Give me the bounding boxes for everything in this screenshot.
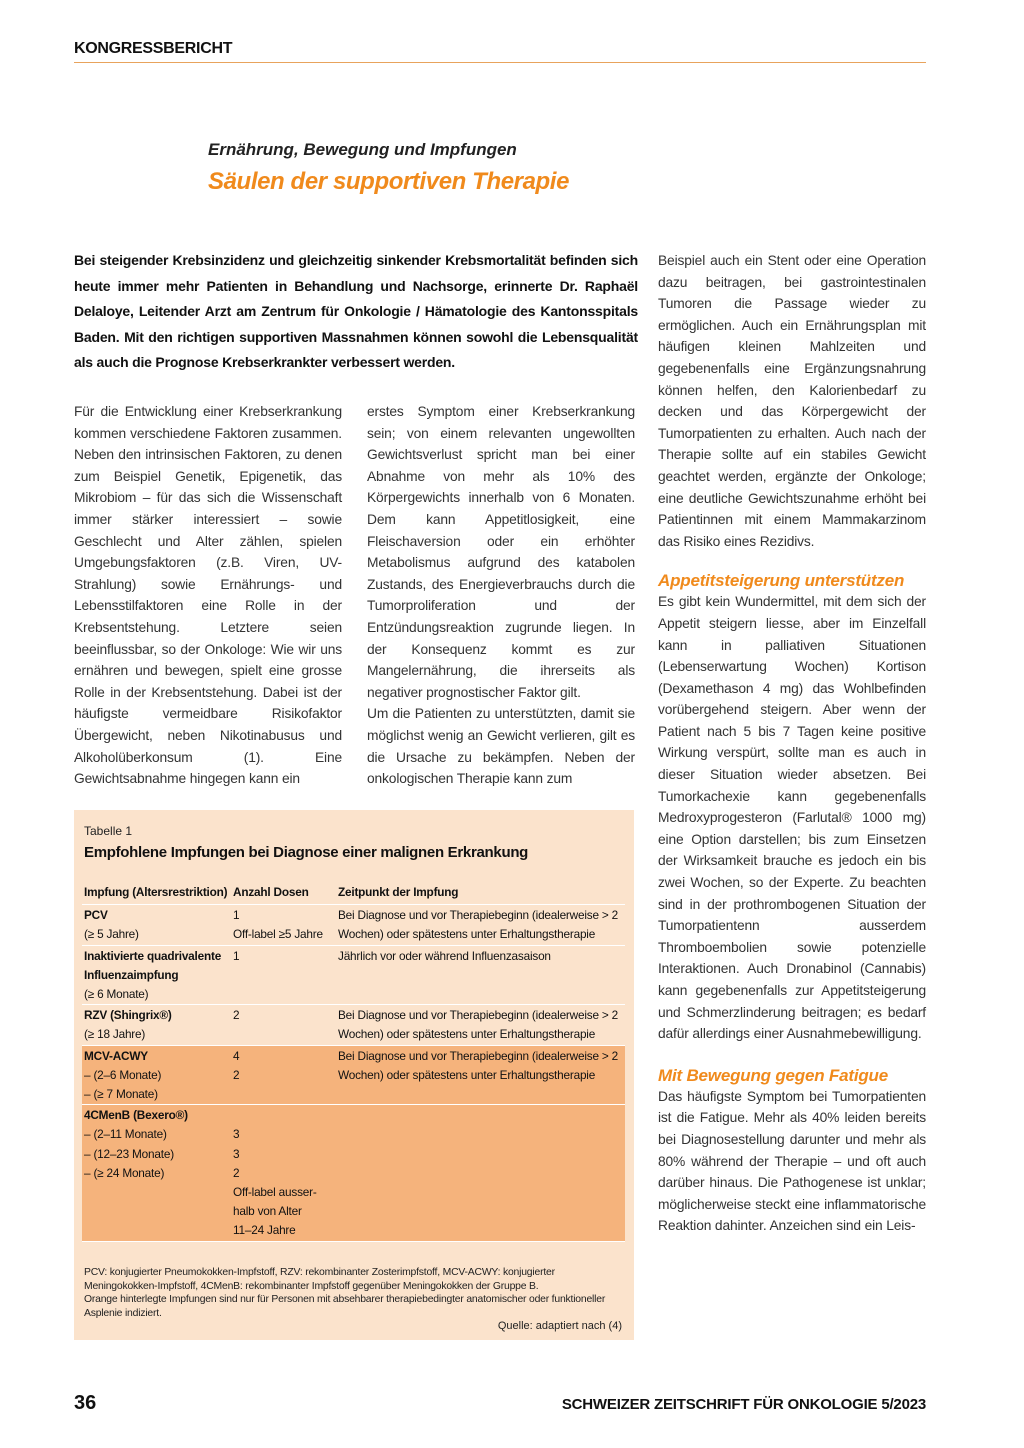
page-number: 36 xyxy=(74,1392,97,1414)
column-header: Impfung (Altersrestriktion) xyxy=(82,882,231,905)
vaccination-table xyxy=(82,882,625,1242)
table-footnote: PCV: konjugierter Pneumokokken-Impfstoff, RZV: rekombinanter Zosterimpfstoff, MCV-ACWY: konjugierter Meningokokken-Impfstoff, 4CMenB: rekombinanter Impfstoff gegenüber Meningokokken der Gruppe B. Orange hinterlegte Impfungen sind nur für Personen mit absehbarer therapiebedingter anatomischer oder funktioneller Asplenie indiziert. xyxy=(84,1267,606,1319)
vaccine-name: RZV (Shingrix®) xyxy=(84,1008,172,1023)
doses-cell: 3 3 2 Off-label ausser- halb von Alter 11–24 Jahre xyxy=(231,1105,336,1241)
table-label: Tabelle 1 xyxy=(84,824,133,838)
table-row xyxy=(82,945,625,1005)
timing-cell: Bei Diagnose und vor Therapiebeginn (idealerweise > 2 Wochen) oder spätestens unter Erhaltungstherapie xyxy=(336,1045,625,1105)
vaccine-cell: PCV (≥ 5 Jahre) xyxy=(82,905,231,945)
article-title: Säulen der supportiven Therapie xyxy=(208,168,570,195)
paragraph: Das häufigste Symptom bei Tumorpatienten ist die Fatigue. Mehr als 40% leiden bereits bei Diagnosestellung darunter und mehr als 80% während der Therapie – und oft auch darüber hinaus. Die Pathogenese ist unklar; möglicherweise steckt eine inflammatorische Reaktion dahinter. Anzeichen sind ein Leis- xyxy=(658,1088,926,1234)
vaccine-cell: MCV-ACWY – (2–6 Monate) – (≥ 7 Monate) xyxy=(82,1045,231,1105)
vaccine-cell: Inaktivierte quadrivalente Influenzaimpfung (≥ 6 Monate) xyxy=(82,945,231,1005)
timing-cell: Bei Diagnose und vor Therapiebeginn (idealerweise > 2 Wochen) oder spätestens unter Erhaltungstherapie xyxy=(336,905,625,945)
paragraph: Es gibt kein Wundermittel, mit dem sich der Appetit steigern liesse, aber im Einzelfall kann in palliativen Situationen (Lebenserwartung Wochen) Kortison (Dexamethason 4 mg) das Wohlbefinden vorübergehend steigern. Aber wenn der Patient nach 5 bis 7 Tagen keine positive Wirkung verspürt, sollte man es auch in dieser Situation wieder absetzen. Bei Tumorkachexie kann gegebenenfalls Medroxyprogesteron (Farlutal® 1000 mg) eine Option darstellen; bis zum Einsetzen der Wirksamkeit brauche es jedoch ein bis zwei Wochen, so der Experte. Zu beachten sind in der prothrombogenen Situation der Tumorpatientenn ausserdem Thromboembolien sowie potenzielle Interaktionen. Auch Dronabinol (Cannabis) kann gegebenenfalls zur Appetitsteigerung und Schmerzlinderung beitragen; es bedarf dafür allerdings einer Ausnahmebewilligung. xyxy=(658,594,926,1042)
paragraph: Um die Patienten zu unterstützten, damit sie möglichst wenig an Gewicht verlieren, gilt es die Ursache zu bekämpfen. Neben der onkologischen Therapie kann zum xyxy=(367,706,635,787)
vaccine-name: Inaktivierte quadrivalente Influenzaimpfung xyxy=(84,948,222,982)
timing-cell xyxy=(336,1105,625,1241)
table-title: Empfohlene Impfungen bei Diagnose einer malignen Erkrankung xyxy=(84,844,529,861)
subheading-appetite: Appetitsteigerung unterstützen xyxy=(658,571,905,591)
column-header: Zeitpunkt der Impfung xyxy=(336,882,625,905)
table-source: Quelle: adaptiert nach (4) xyxy=(497,1320,622,1332)
vaccine-name: PCV xyxy=(84,908,108,923)
doses-cell: 1 xyxy=(231,945,336,1005)
subheading-fatigue: Mit Bewegung gegen Fatigue xyxy=(658,1065,888,1085)
table-row xyxy=(82,1045,625,1105)
paragraph: Beispiel auch ein Stent oder eine Operation dazu beitragen, bei gastrointestinalen Tumoren die Passage wieder zu ermöglichen. Auch ein Ernährungsplan mit häufigen kleinen Mahlzeiten und gegebenenfalls eine Ergänzungsnahrung können helfen, den Kalorienbedarf zu decken und das Körpergewicht der Tumorpatienten zu erhalten. Auch nach der Therapie sollte auf ein stabiles Gewicht geachtet werden, ergänzte der Onkologe; eine deutliche Gewichtszunahme erhöht bei Patientinnen mit einem Mammakarzinom das Risiko eines Rezidivs. xyxy=(658,253,926,549)
column-1 xyxy=(74,401,342,790)
article-kicker: Ernährung, Bewegung und Impfungen xyxy=(208,140,517,159)
vaccine-cell: RZV (Shingrix®) (≥ 18 Jahre) xyxy=(82,1005,231,1045)
header-rule xyxy=(74,62,926,63)
timing-cell: Bei Diagnose und vor Therapiebeginn (idealerweise > 2 Wochen) oder spätestens unter Erhaltungstherapie xyxy=(336,1005,625,1045)
column-2 xyxy=(367,401,635,790)
doses-cell: 4 2 xyxy=(231,1045,336,1105)
table-box xyxy=(74,810,634,1340)
paragraph: Für die Entwicklung einer Krebserkrankung kommen verschiedene Faktoren zusammen. Neben den intrinsischen Faktoren, zu denen zum Beispiel Genetik, Epigenetik, das Mikrobiom – für das sich die Wissenschaft immer stärker interessiert – sowie Geschlecht und Alter zählen, spielen Umgebungsfaktoren (z.B. Viren, UV-Strahlung) sowie Ernährungs- und Lebensstilfaktoren eine Rolle in der Krebsentstehung. Letztere seien beeinflussbar, so der Onkologe: Wie wir uns ernähren und bewegen, spielt eine grosse Rolle in der Krebsentstehung. Dabei ist der häufigste vermeidbare Risikofaktor Übergewicht, neben Nikotinabusus und Alkoholüberkonsum (1). Eine Gewichtsabnahme hingegen kann ein xyxy=(74,404,342,787)
section-label: KONGRESSBERICHT xyxy=(74,40,233,57)
doses-cell: 1 Off-label ≥5 Jahre xyxy=(231,905,336,945)
table-row xyxy=(82,1005,625,1045)
timing-cell: Jährlich vor oder während Influenzasaison xyxy=(336,945,625,1005)
doses-cell: 2 xyxy=(231,1005,336,1045)
paragraph: erstes Symptom einer Krebserkrankung sein; von einem relevanten ungewollten Gewichtsverlust spricht man bei einer Abnahme von mehr als 10% des Körpergewichts innerhalb von 6 Monaten. Dem kann Appetitlosigkeit, eine Fleischaversion oder ein erhöhter Metabolismus aufgrund des katabolen Zustands, des Energieverbrauchs durch die Tumorproliferation und der Entzündungsreaktion zugrunde liegen. In der Konsequenz kommt es zur Mangelernährung, die ihrerseits als negativer prognostischer Faktor gilt. xyxy=(367,404,635,700)
table-header-row xyxy=(82,882,625,905)
column-3 xyxy=(658,250,926,1237)
column-header: Anzahl Dosen xyxy=(231,882,336,905)
article-lead: Bei steigender Krebsinzidenz und gleichzeitig sinkender Krebsmortalität befinden sich heute immer mehr Patienten in Behandlung und Nachsorge, erinnerte Dr. Raphaël Delaloye, Leitender Arzt am Zentrum für Onkologie / Hämatologie des Kantonsspitals Baden. Mit den richtigen supportiven Massnahmen können sowohl die Lebensqualität als auch die Prognose Krebserkrankter verbessert werden. xyxy=(74,252,638,370)
vaccine-name: MCV-ACWY xyxy=(84,1048,148,1063)
vaccine-cell: 4CMenB (Bexero®) – (2–11 Monate) – (12–23 Monate) – (≥ 24 Monate) xyxy=(82,1105,231,1241)
table-row xyxy=(82,905,625,945)
journal-name: SCHWEIZER ZEITSCHRIFT FÜR ONKOLOGIE 5/2023 xyxy=(561,1396,926,1413)
vaccine-name: 4CMenB (Bexero®) xyxy=(84,1108,188,1123)
table-row xyxy=(82,1105,625,1241)
